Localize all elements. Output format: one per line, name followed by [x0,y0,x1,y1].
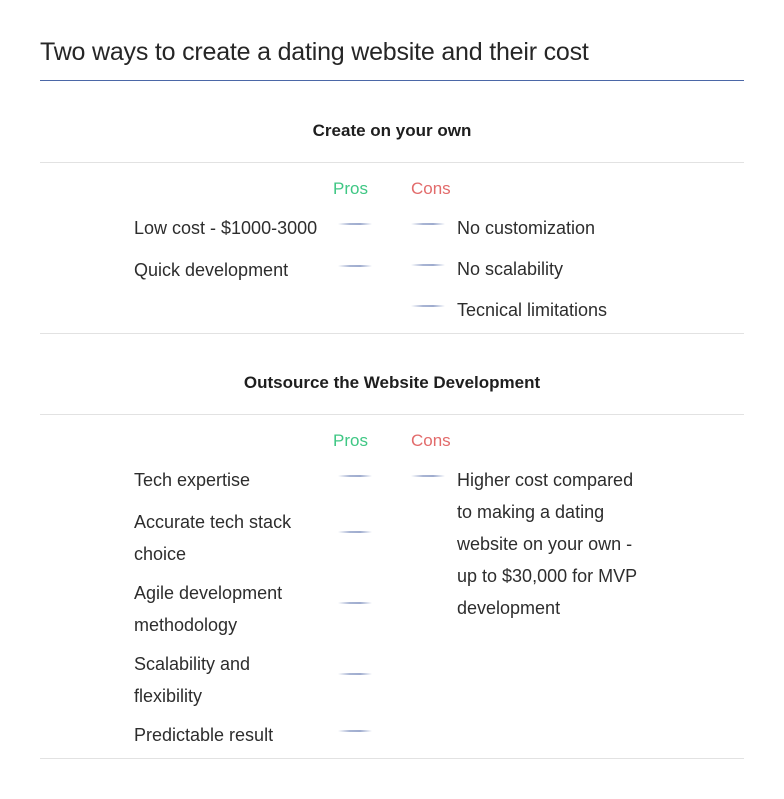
page-title: Two ways to create a dating website and their cost [40,38,589,66]
pro-dash [338,475,372,477]
pro-dash [338,265,372,267]
con-item-line: website on your own - [457,534,633,554]
con-item: No customization [457,218,596,238]
pro-dash [338,730,372,732]
con-item-line: development [457,598,561,618]
pro-item-line: Tech expertise [134,470,251,490]
section-heading-outsource: Outsource the Website Development [243,373,541,392]
con-dash [411,264,445,266]
pro-item: Low cost - $1000-3000 [134,218,318,238]
pro-item-line: Agile development [134,583,283,603]
con-item-line: Higher cost compared [457,470,634,490]
con-item-line: to making a dating [457,502,605,522]
pro-dash [338,223,372,225]
section-divider [40,414,744,415]
pro-dash [338,673,372,675]
pro-item-line: flexibility [134,686,203,706]
pro-item: Quick development [134,260,289,280]
pro-item [134,719,273,751]
pro-item [134,464,250,496]
pro-item-line: Scalability and [134,654,251,674]
con-dash [411,475,445,477]
cons-label: Cons [411,179,451,198]
con-item: No scalability [457,259,564,279]
pro-item-line: Accurate tech stack [134,512,292,532]
pro-item-line: methodology [134,615,238,635]
pro-item [134,506,291,570]
pro-item-line: Predictable result [134,725,274,745]
con-dash [411,223,445,225]
section-divider [40,758,744,759]
pro-dash [338,602,372,604]
con-item-line: up to $30,000 for MVP [457,566,638,586]
pro-item-line: choice [134,544,187,564]
pro-item [134,577,282,641]
section-divider [40,333,744,334]
section-heading-create-own: Create on your own [312,121,472,140]
section-divider [40,162,744,163]
con-dash [411,305,445,307]
pro-dash [338,531,372,533]
pro-item [134,648,250,712]
pros-label: Pros [333,431,368,450]
cons-label: Cons [411,431,451,450]
pros-label: Pros [333,179,368,198]
title-underline [40,80,744,81]
con-item [457,464,637,624]
con-item: Tecnical limitations [457,300,608,320]
